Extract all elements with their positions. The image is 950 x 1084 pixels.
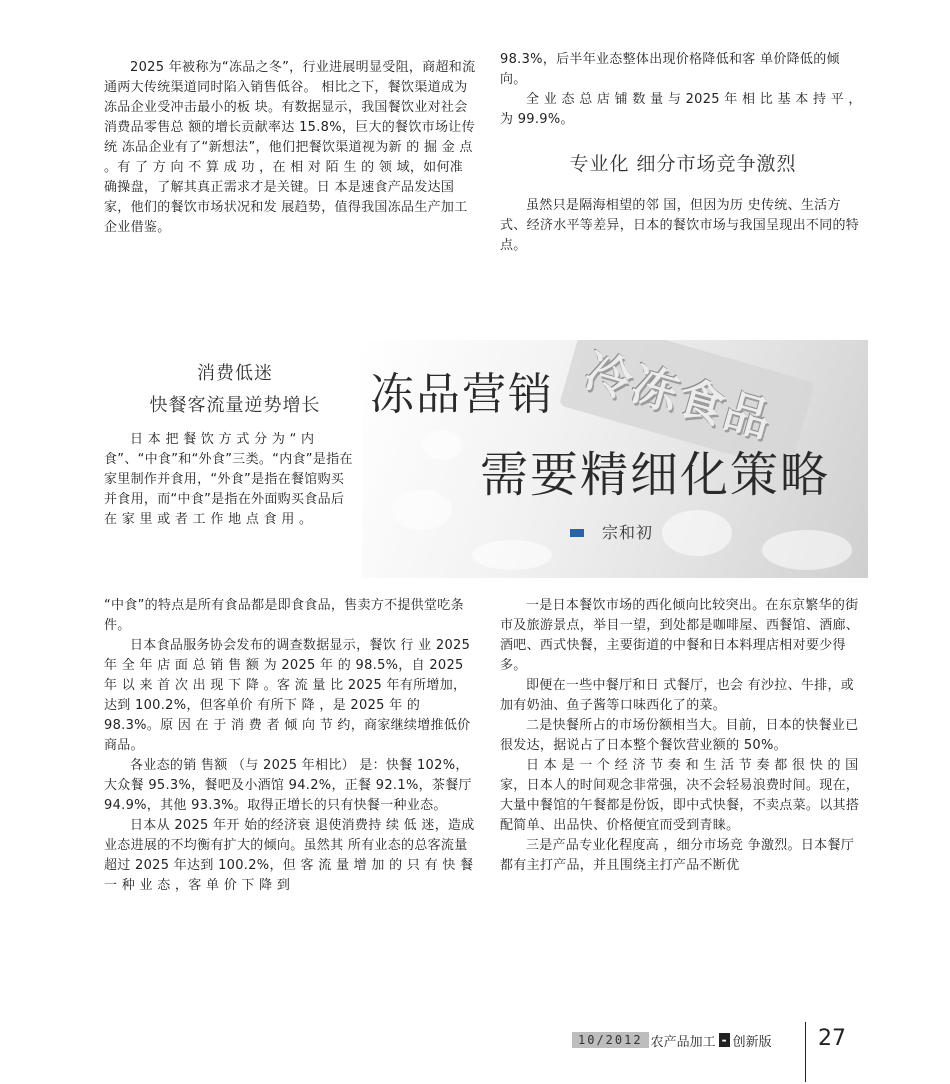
paragraph: 日 本 把 餐 饮 方 式 分 为 “ 内 食”、“中食”和“外食”三类。“内食”是指在家里制作并食用，“外食”是指在餐馆购买并食用，而“中食”是指在外面购买食品后 在 家 里 或 者 工 作 地 点 食 用 。 [104,432,353,527]
paragraph: 各业态的销 售额 （与 2025 年相比） 是：快餐 102%，大众餐 95.3%，餐吧及小酒馆 94.2%，正餐 92.1%，茶餐厅 94.9%，其他 93.3%。取得正增长的只有快餐一种业态。 [104,758,472,813]
page-number: 27 [818,1026,846,1051]
journal-edition: 创新版 [732,1034,772,1050]
heading-line: 快餐客流量逆势增长 [149,395,321,416]
paragraph: 全 业 态 总 店 铺 数 量 与 2025 年 相 比 基 本 持 平 ，为 99.9%。 [500,92,862,127]
intro-paragraph: 2025 年被称为“冻品之冬”，行业进展明显受阻，商超和流通两大传统渠道同时陷入销售低谷。 相比之下，餐饮渠道成为冻品企业受冲击最小的板 块。有数据显示，我国餐饮业对社会消费品零售总 额的增长贡献率达 15.8%，巨大的餐饮市场让传统 冻品企业有了“新想法”，他们把餐饮渠道视为新 的 掘 金 点 。有 了 方 向 不 算 成 功 ，在 相 对 陌 生 的 领 域，如何准确操盘，了解其真正需求才是关键。日 本是速食产品发达国家，他们的餐饮市场状况和发 展趋势，值得我国冻品生产加工企业借鉴。 [104,60,476,235]
article-intro-column [104,58,476,238]
paragraph: 日 本 是 一 个 经 济 节 奏 和 生 活 节 奏 都 很 快 的 国 家，日本人的时间观念非常强，决不会轻易浪费时间。现在，大量中餐馆的午餐都是份饭，即中式快餐，不卖点菜。以其搭配简单、出品快、价格便宜而受到青睐。 [500,758,860,833]
author-name: 宗和初 [602,523,654,542]
author-marker-icon [570,529,584,537]
article-title-line2: 需要精细化策略 [480,447,831,503]
paragraph: 三是产品专业化程度高 ，细分市场竞 争激烈。日本餐厅都有主打产品，并且围绕主打产品不断优 [500,838,855,873]
heading-line: 消费低迷 [197,363,273,384]
journal-dash: - [719,1033,730,1047]
top-right-column [500,50,866,256]
bottom-left-column [104,596,476,896]
paragraph: 即便在一些中餐厅和日 式餐厅，也会 有沙拉、牛排，或加有奶油、鱼子酱等口味西化了的菜。 [500,678,855,713]
title-banner [362,340,868,578]
footer-divider [805,1022,806,1082]
issue-number: 10/2012 [572,1032,649,1048]
paragraph: “中食”的特点是所有食品都是即食食品，售卖方不提供堂吃条件。 [104,598,464,633]
paragraph: 虽然只是隔海相望的邻 国，但因为历 史传统、生活方式、经济水平等差异，日本的餐饮市场与我国呈现出不同的特点。 [500,198,860,253]
journal-name: 农产品加工 [650,1034,716,1050]
paragraph: 一是日本餐饮市场的西化倾向比较突出。在东京繁华的街市及旅游景点，举目一望，到处都是咖啡屋、西餐馆、酒廊、酒吧、西式快餐，主要街道的中餐和日本料理店相对要少得多。 [500,598,860,673]
paragraph: 二是快餐所占的市场份额相当大。目前，日本的快餐业已很发达，据说占了日本整个餐饮营业额的 50%。 [500,718,859,753]
paragraph: 日本食品服务协会发布的调查数据显示，餐饮 行 业 2025 年 全 年 店 面 总 销 售 额 为 2025 年 的 98.5%，自 2025 年 以 来 首 次 出 现 下 降 。客 流 量 比 2025 年有所增加，达到 100.2%，但客单价 有所下 降 ，是 2025 年 的 98.3%。原 因 在 于 消 费 者 倾 向 节 约，商家继续增推低价商品。 [104,638,471,753]
article-title-line1: 冻品营销 [370,369,554,420]
left-intro-text [104,430,354,530]
paragraph: 98.3%，后半年业态整体出现价格降低和客 单价降低的倾向。 [500,52,840,87]
frozen-food-stamp: 冷冻食品 [579,343,779,449]
page-footer [572,1030,772,1050]
section-heading-specialization: 专业化 细分市场竞争激烈 [569,153,797,175]
paragraph: 日本从 2025 年开 始的经济衰 退使消费持 续 低 迷，造成业态进展的不均衡有扩大的倾向。虽然其 所有业态的总客流量超过 2025 年达到 100.2%，但 客 流 量 增 加 的 只 有 快 餐 一 种 业 态 ，客 单 价 下 降 到 [104,818,475,893]
section-heading-consumption [104,358,366,422]
bottom-right-column [500,596,866,876]
